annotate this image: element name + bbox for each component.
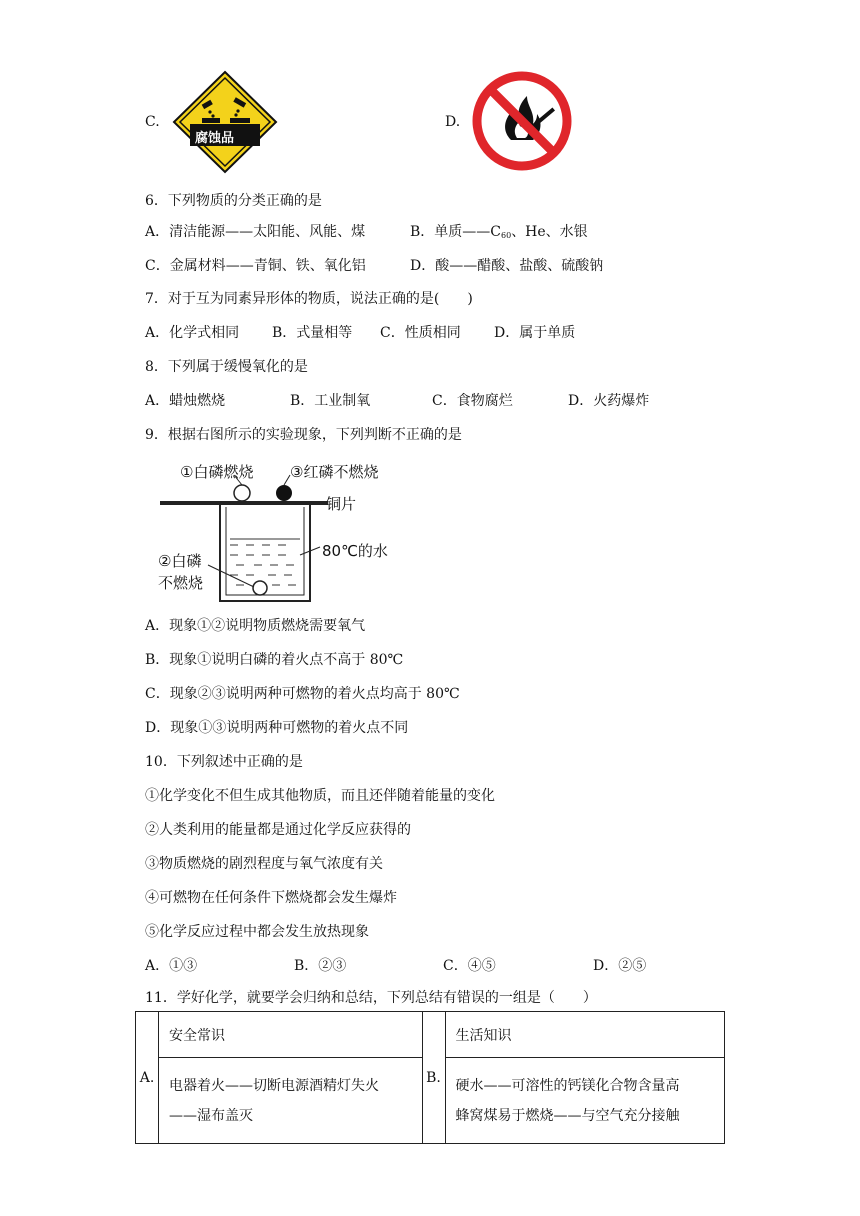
q10-statement-1: ①化学变化不但生成其他物质，而且还伴随着能量的变化 xyxy=(145,788,495,804)
no-open-flame-sign-icon xyxy=(471,70,573,172)
q10-stem: 10．下列叙述中正确的是 xyxy=(145,754,303,770)
q11-row-b-line1: 硬水——可溶性的钙镁化合物含量高 xyxy=(455,1077,680,1094)
fig-label-white-phosphorus-2b: 不燃烧 xyxy=(158,574,204,592)
q11-row-a-line2: ——湿布盖灭 xyxy=(169,1107,253,1124)
q7-option-a: A．化学式相同 xyxy=(145,325,240,341)
q5-option-c-label: C. xyxy=(145,114,160,130)
q8-stem: 8．下列属于缓慢氧化的是 xyxy=(145,359,308,375)
fig-label-white-phosphorus-burns: ①白磷燃烧 xyxy=(180,463,254,481)
q10-statement-3: ③物质燃烧的剧烈程度与氧气浓度有关 xyxy=(145,856,383,872)
q8-option-b: B．工业制氧 xyxy=(290,393,371,409)
q10-option-a: A．①③ xyxy=(145,958,198,974)
q6-option-b: B．单质$——C_{60}$、He、水银 xyxy=(410,224,588,240)
q9-option-a: A．现象①②说明物质燃烧需要氧气 xyxy=(145,618,366,634)
fig-label-white-phosphorus-2a: ②白磷 xyxy=(158,552,202,570)
q11-row-a-line1: 电器着火——切断电源酒精灯失火 xyxy=(169,1077,379,1094)
q10-statement-4: ④可燃物在任何条件下燃烧都会发生爆炸 xyxy=(145,890,397,906)
q11-row-b-label: B. xyxy=(422,1012,445,1144)
q6-option-c: C．金属材料——青铜、铁、氧化铝 xyxy=(145,258,366,274)
q7-option-c: C．性质相同 xyxy=(380,325,461,341)
q11-stem: 11．学好化学，就要学会归纳和总结，下列总结有错误的一组是（ ） xyxy=(145,990,597,1006)
q6-stem: 6．下列物质的分类正确的是 xyxy=(145,193,322,209)
q7-option-b: B．式量相等 xyxy=(272,325,353,341)
q6-option-a: A．清洁能源——太阳能、风能、煤 xyxy=(145,224,366,240)
q11-row-a-title: 安全常识 xyxy=(159,1012,423,1058)
q11-row-b-content xyxy=(445,1058,725,1144)
q10-statement-2: ②人类利用的能量都是通过化学反应获得的 xyxy=(145,822,411,838)
q8-option-d: D．火药爆炸 xyxy=(568,393,650,409)
q10-statement-5: ⑤化学反应过程中都会发生放热现象 xyxy=(145,924,369,940)
q9-option-d: D．现象①③说明两种可燃物的着火点不同 xyxy=(145,720,409,736)
q9-stem: 9．根据右图所示的实验现象，下列判断不正确的是 xyxy=(145,427,462,443)
q7-option-d: D．属于单质 xyxy=(494,325,576,341)
q7-stem: 7．对于互为同素异形体的物质，说法正确的是( ) xyxy=(145,291,473,307)
q11-row-a-content xyxy=(159,1058,423,1144)
q11-row-b-title: 生活知识 xyxy=(445,1012,725,1058)
q5-option-d-label: D. xyxy=(445,114,461,130)
q6-option-d: D．酸——醋酸、盐酸、硫酸钠 xyxy=(410,258,604,274)
q9-option-b: B．现象①说明白磷的着火点不高于 80℃ xyxy=(145,652,404,668)
q11-row-a-label: A. xyxy=(136,1012,159,1144)
q11-table xyxy=(135,1011,725,1144)
fig-label-red-phosphorus-not-burn: ③红磷不燃烧 xyxy=(290,463,379,481)
q8-option-a: A．蜡烛燃烧 xyxy=(145,393,226,409)
fig-label-copper-plate: 铜片 xyxy=(326,495,357,513)
q11-row-b-line2: 蜂窝煤易于燃烧——与空气充分接触 xyxy=(455,1107,680,1124)
fig-label-80c-water: 80℃的水 xyxy=(322,542,388,560)
corrosive-sign-icon xyxy=(172,70,278,174)
q10-option-d: D．②⑤ xyxy=(593,958,647,974)
q10-option-c: C．④⑤ xyxy=(443,958,496,974)
q9-option-c: C．现象②③说明两种可燃物的着火点均高于 80℃ xyxy=(145,686,460,702)
q8-option-c: C．食物腐烂 xyxy=(432,393,513,409)
q10-option-b: B．②③ xyxy=(294,958,347,974)
corrosive-sign-text: 腐蚀品 xyxy=(195,131,235,146)
